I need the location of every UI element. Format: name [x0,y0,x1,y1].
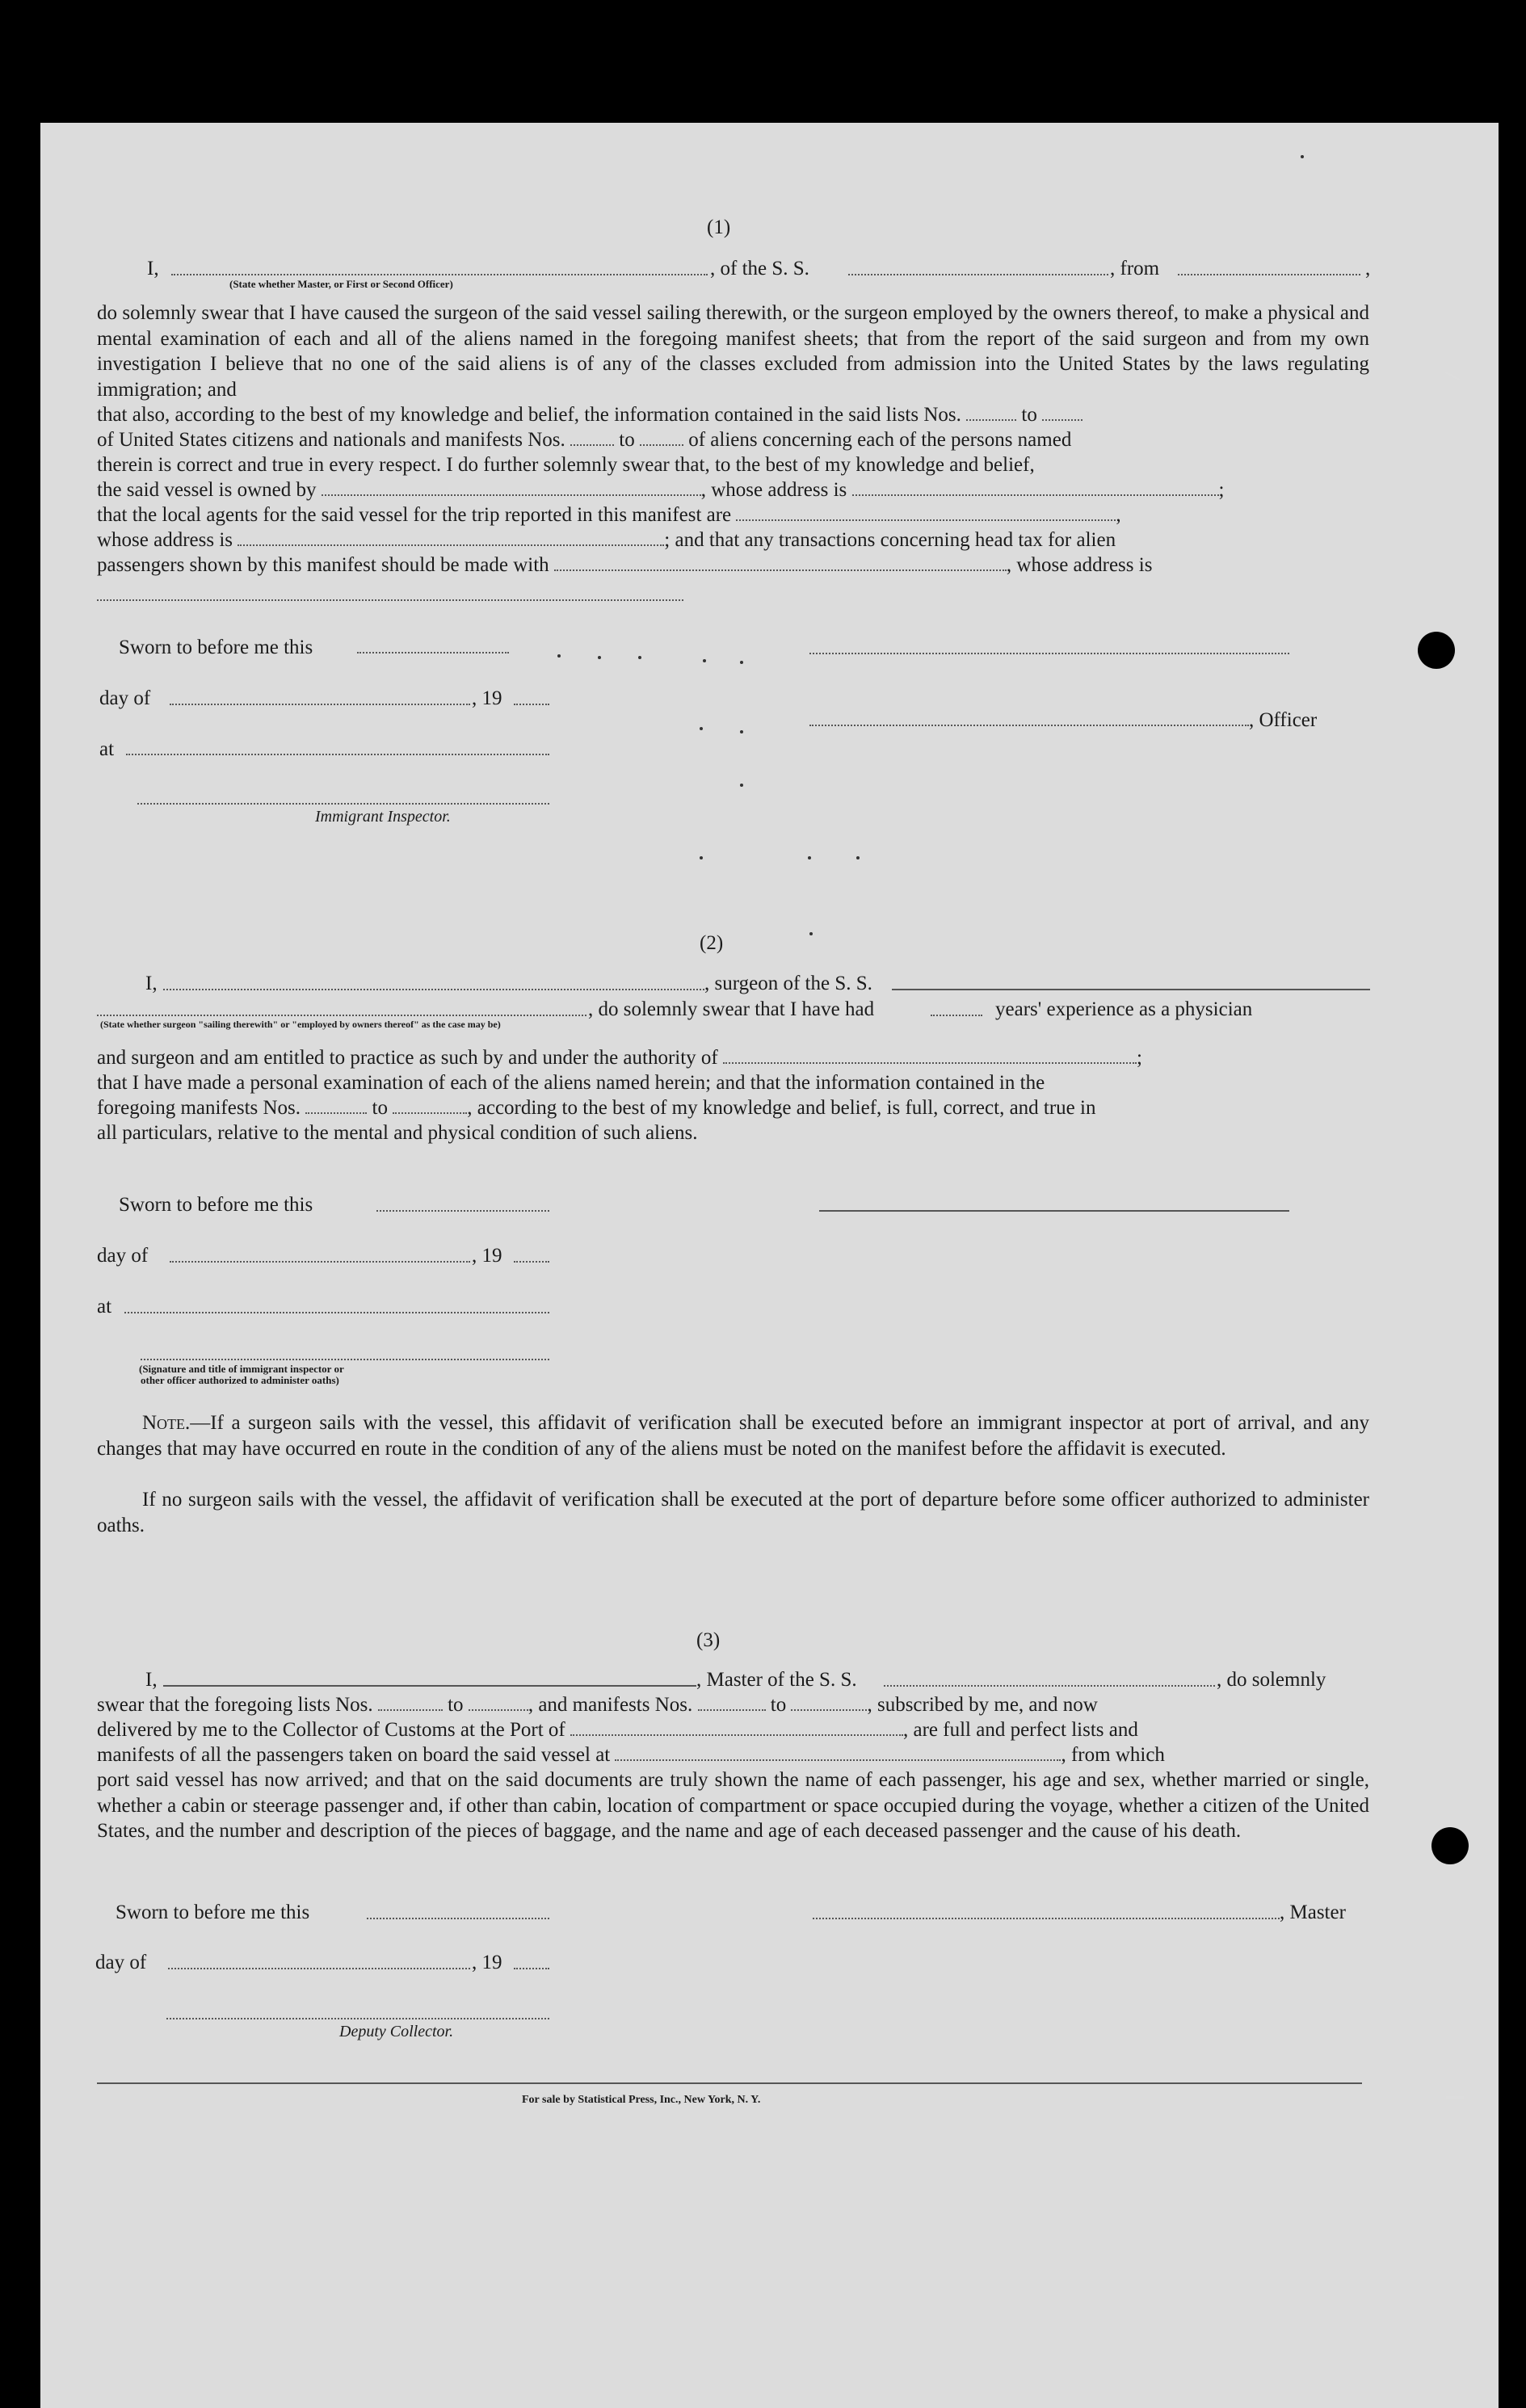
s3-manifests-from-field[interactable] [698,1709,766,1711]
section-2-heading: (2) [700,932,724,954]
s3-paragraph: port said vessel has now arrived; and that on the said documents are truly shown the name of each passenger, his age and sex, whether married or single, whether a cabin or steerage passenger and, if other than cabin, location of compartment or space occupied during the voyage, whether a citizen of the United States, and the number and description of the pieces of baggage, and the name and age of each deceased passenger and the cause of his death. [97,1769,1369,1842]
footer-rule [97,2082,1362,2084]
s2-sailing-field[interactable] [97,1015,586,1016]
s3-line-2: swear that the foregoing lists Nos. to , and manifests Nos. to , subscribed by me, and now [97,1694,1098,1716]
s3-day-field[interactable] [168,1968,470,1969]
s1-officer-top-field[interactable] [809,653,1289,654]
scan-speck [638,656,641,659]
s2-vessel-field[interactable] [892,989,1370,990]
s1-headtax-address-field[interactable] [97,599,683,601]
scan-speck [808,856,811,859]
s1-lists-from-field[interactable] [966,419,1016,421]
s2-year-field[interactable] [514,1261,549,1263]
s2-19: , 19 [472,1245,502,1267]
s1-manifests-to-field[interactable] [640,444,683,446]
scan-speck [809,932,813,935]
s2-years-field[interactable] [931,1015,982,1016]
s3-sworn-field[interactable] [367,1918,549,1919]
s1-line-d: the said vessel is owned by , whose address is ; [97,479,1225,501]
s1-from: , from [1110,258,1160,279]
s1-line-f: whose address is ; and that any transactions concerning head tax for alien [97,529,1116,551]
s1-19: , 19 [472,687,502,709]
s3-boarded-at-field[interactable] [615,1759,1061,1761]
s2-note-1: Note.—If a surgeon sails with the vessel, this affidavit of verification shall be executed before an immigrant inspector at port of arrival, and any changes that may have occurred en route in the condition of any of the aliens must be noted on the manifest before the affidavit is executed. [97,1412,1369,1460]
section-1-heading: (1) [707,216,731,238]
s2-surgeon-ss: , surgeon of the S. S. [704,973,872,994]
s1-paragraph: do solemnly swear that I have caused the surgeon of the said vessel sailing therewith, or the surgeon employed by the owners thereof, to make a physical and mental examination of each and all of the aliens named in the foregoing manifest sheets; that from the report of the said surgeon and from my own investigation I believe that no one of the said aliens is of any of the classes excluded from admission into the United States by the laws regulating immigration; and [97,302,1369,401]
s1-owner-address-field[interactable] [852,494,1219,496]
s2-line-3: and surgeon and am entitled to practice as such by and under the authority of ; [97,1047,1142,1069]
s2-i: I, [145,973,158,994]
s3-name-field[interactable] [163,1685,696,1687]
scan-speck [1301,155,1304,158]
s3-sworn: Sworn to before me this [116,1902,310,1923]
s1-officer-label: , Officer [1249,709,1318,731]
s3-port-field[interactable] [570,1734,903,1736]
s1-from-field[interactable] [1178,274,1360,275]
s1-comma: , [1365,258,1371,279]
section-3-heading: (3) [696,1629,721,1651]
scan-speck [856,856,860,859]
s1-inspector-signature-field[interactable] [137,803,549,805]
s2-note-label: Note. [142,1412,191,1434]
scan-speck [740,784,743,787]
s2-line-4: that I have made a personal examination of each of the aliens named herein; and that the information contained in the [97,1072,1045,1094]
s2-signature-note: (Signature and title of immigrant inspector or other officer authorized to administer oaths) [139,1363,344,1386]
scan-speck [740,661,743,664]
margin-mark [1446,2096,1464,2099]
scan-speck [740,730,743,733]
footer-printer: For sale by Statistical Press, Inc., New York, N. Y. [522,2094,761,2106]
s3-swear: , do solemnly [1217,1669,1326,1691]
s2-authority-field[interactable] [723,1062,1137,1064]
s1-line-g: passengers shown by this manifest should be made with , whose address is [97,554,1153,576]
s3-day: day of [95,1952,147,1973]
s3-lists-from-field[interactable] [378,1709,443,1711]
s2-sailing-note: (State whether surgeon "sailing therewith" or "employed by owners thereof" as the case may be) [100,1019,501,1030]
s1-manifests-from-field[interactable] [570,444,614,446]
s3-master-ss: , Master of the S. S. [696,1669,857,1691]
s1-officer-note: (State whether Master, or First or Second Officer) [229,278,453,290]
s3-manifests-to-field[interactable] [791,1709,867,1711]
scan-speck [598,656,601,659]
s1-line-e: that the local agents for the said vessel for the trip reported in this manifest are , [97,504,1121,526]
s1-owner-field[interactable] [322,494,701,496]
s2-at-field[interactable] [124,1312,549,1313]
s3-master-label: , Master [1280,1902,1346,1923]
s2-manifests-from-field[interactable] [305,1112,367,1114]
s2-sworn-field[interactable] [376,1210,549,1212]
s1-lists-to-field[interactable] [1042,419,1082,421]
s1-line-c: therein is correct and true in every respect. I do further solemnly swear that, to the best of my knowledge and belief, [97,454,1035,476]
s2-name-field[interactable] [163,989,704,990]
s2-day: day of [97,1245,149,1267]
s2-at: at [97,1296,112,1317]
s1-line-b: of United States citizens and nationals and manifests Nos. to of aliens concerning each of the persons named [97,429,1072,451]
s1-at-field[interactable] [126,754,549,755]
binder-hole-bottom [1431,1827,1469,1864]
scan-speck [557,654,561,658]
s1-day-field[interactable] [170,704,470,705]
s3-collector-signature-field[interactable] [166,2018,549,2019]
s1-officer-signature-field[interactable] [809,725,1249,726]
s1-vessel-field[interactable] [848,274,1108,275]
scan-speck [700,856,703,859]
s2-manifests-to-field[interactable] [393,1112,467,1114]
s2-note-2: If no surgeon sails with the vessel, the affidavit of verification shall be executed at the port of departure before some officer authorized to administer oaths. [97,1489,1369,1536]
s1-name-field[interactable] [171,274,708,275]
s2-day-field[interactable] [170,1261,470,1263]
form-sheet [40,123,1499,2408]
scan-speck [703,659,706,662]
s3-line-3: delivered by me to the Collector of Customs at the Port of , are full and perfect lists and [97,1719,1138,1741]
s1-at: at [99,738,115,760]
s1-inspector-label: Immigrant Inspector. [315,808,451,826]
s3-deputy-label: Deputy Collector. [339,2023,454,2040]
s1-sworn-field[interactable] [357,652,509,653]
s3-year-field[interactable] [514,1968,549,1969]
s3-line-4: manifests of all the passengers taken on board the said vessel at , from which [97,1744,1165,1766]
s1-i: I, [147,258,159,279]
s2-inspector-signature-field[interactable] [141,1359,549,1360]
s1-day: day of [99,687,151,709]
s2-line-6: all particulars, relative to the mental and physical condition of such aliens. [97,1122,698,1144]
s3-vessel-field[interactable] [884,1685,1215,1687]
s2-years: years' experience as a physician [995,998,1253,1020]
s2-surgeon-signature-field[interactable] [819,1210,1289,1212]
s2-sworn: Sworn to before me this [119,1194,313,1216]
s1-sworn: Sworn to before me this [119,637,313,658]
s2-line-5: foregoing manifests Nos. to , according to the best of my knowledge and belief, is full, correct, and true in [97,1097,1096,1119]
scan-speck [700,727,703,730]
s1-agents-address-field[interactable] [238,544,664,546]
s1-year-field[interactable] [514,704,549,705]
s1-line-a: that also, according to the best of my knowledge and belief, the information contained in the said lists Nos. to [97,402,1082,427]
s3-master-signature-field[interactable] [813,1918,1280,1919]
binder-hole-top [1418,632,1455,669]
s3-i: I, [145,1669,158,1691]
s2-swear: , do solemnly swear that I have had [588,998,875,1020]
s3-19: , 19 [472,1952,502,1973]
s1-headtax-field[interactable] [554,569,1007,571]
s1-agents-field[interactable] [736,519,1116,521]
s3-lists-to-field[interactable] [469,1709,528,1711]
s1-of-ss: , of the S. S. [710,258,809,279]
